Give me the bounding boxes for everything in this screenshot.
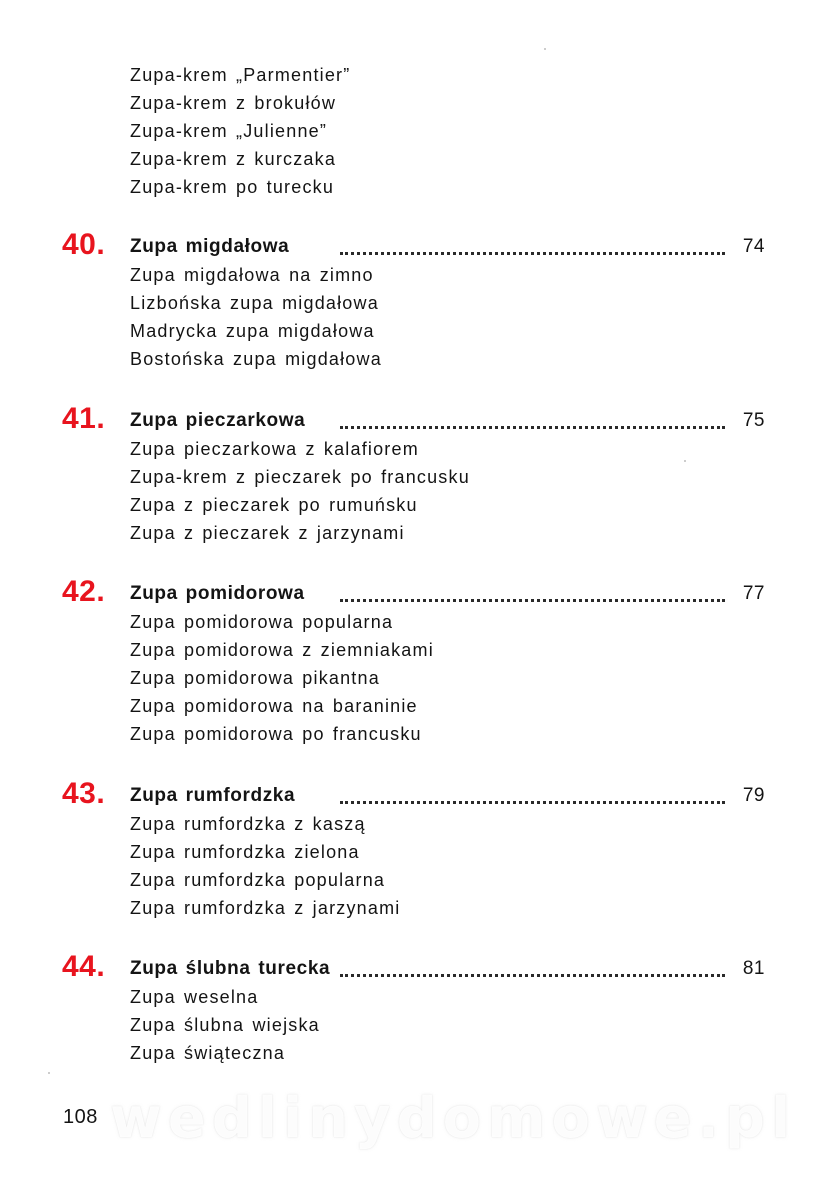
section-title: Zupa pieczarkowa [130,409,309,433]
toc-entry-heading [0,950,833,983]
paper-speck [544,48,546,50]
list-item: Zupa weselna [130,987,259,1007]
list-item: Zupa ślubna wiejska [130,1015,320,1035]
toc-section-42 [0,575,833,748]
subitem-list [130,983,833,1067]
list-item: Zupa pomidorowa po francusku [130,724,422,744]
section-title: Zupa rumfordzka [130,784,299,808]
list-item: Zupa-krem z pieczarek po francusku [130,467,470,487]
watermark: wedlinydomowe.pl [110,1086,797,1151]
section-title: Zupa migdałowa [130,235,293,259]
list-item: Zupa rumfordzka z jarzynami [130,898,401,918]
paper-speck [684,460,686,462]
list-item: Zupa-krem z brokułów [130,93,337,113]
subitem-list [130,261,833,373]
dot-leader [340,252,725,255]
section-title: Zupa ślubna turecka [130,957,334,981]
list-item: Madrycka zupa migdałowa [130,321,375,341]
subitem-list [130,608,833,748]
list-item: Zupa migdałowa na zimno [130,265,374,285]
section-title: Zupa pomidorowa [130,582,309,606]
page-number: 108 [63,1106,98,1128]
list-item: Zupa pomidorowa pikantna [130,668,380,688]
list-item: Zupa-krem „Julienne” [130,121,328,141]
toc-entry-heading [0,777,833,810]
section-page-number: 81 [737,957,765,981]
intro-list [130,61,350,201]
section-page-number: 77 [737,582,765,606]
section-number: 44. [62,950,106,983]
toc-section-44 [0,950,833,1067]
list-item: Zupa-krem po turecku [130,177,335,197]
dot-leader [340,426,725,429]
list-item: Zupa pomidorowa z ziemniakami [130,640,434,660]
list-item: Zupa-krem z kurczaka [130,149,337,169]
list-item: Zupa z pieczarek z jarzynami [130,523,405,543]
section-number: 41. [62,402,106,435]
list-item: Zupa pomidorowa popularna [130,612,394,632]
section-page-number: 75 [737,409,765,433]
toc-entry-heading [0,575,833,608]
subitem-list [130,810,833,922]
paper-speck [48,1072,50,1074]
dot-leader [340,599,725,602]
section-page-number: 79 [737,784,765,808]
list-item: Lizbońska zupa migdałowa [130,293,379,313]
section-number: 42. [62,575,106,608]
list-item: Zupa rumfordzka popularna [130,870,386,890]
list-item: Zupa pomidorowa na baraninie [130,696,418,716]
list-item: Zupa z pieczarek po rumuńsku [130,495,418,515]
list-item: Zupa rumfordzka zielona [130,842,360,862]
toc-section-40 [0,228,833,373]
section-page-number: 74 [737,235,765,259]
list-item: Zupa pieczarkowa z kalafiorem [130,439,419,459]
subitem-list [130,435,833,547]
section-number: 40. [62,228,106,261]
section-number: 43. [62,777,106,810]
toc-section-41 [0,402,833,547]
list-item: Zupa rumfordzka z kaszą [130,814,366,834]
toc-entry-heading [0,402,833,435]
toc-section-43 [0,777,833,922]
list-item: Zupa świąteczna [130,1043,286,1063]
dot-leader [340,801,725,804]
dot-leader [340,974,725,977]
list-item: Bostońska zupa migdałowa [130,349,382,369]
toc-entry-heading [0,228,833,261]
list-item: Zupa-krem „Parmentier” [130,65,351,85]
